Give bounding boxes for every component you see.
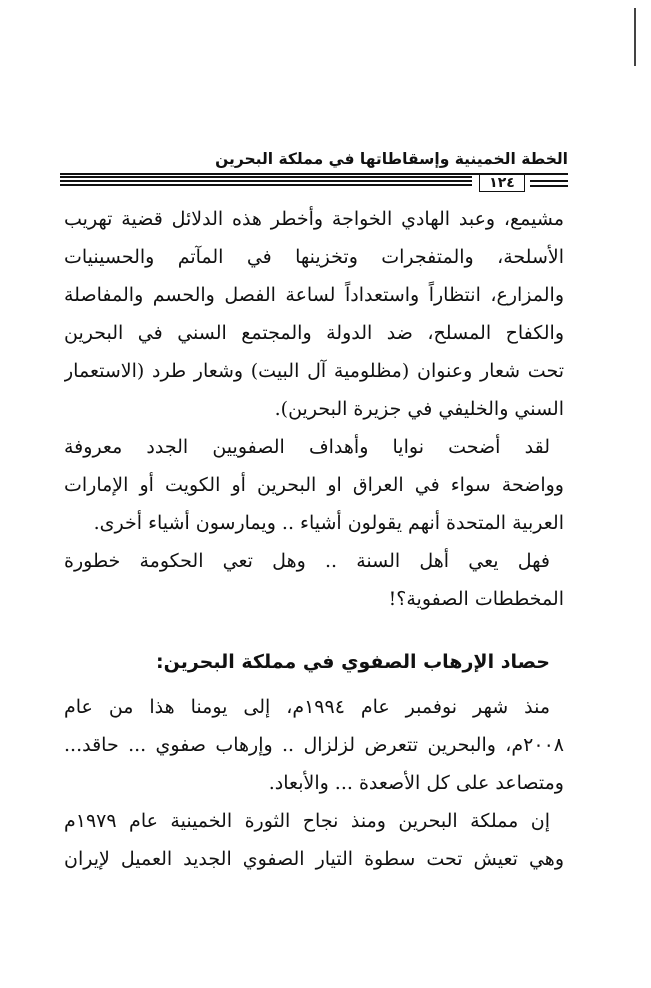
text-line: وهي تعيش تحت سطوة التيار الصفوي الجديد العميل لإيران xyxy=(64,848,564,870)
header-rule-lines-left xyxy=(60,176,472,188)
text-line: والكفاح المسلح، ضد الدولة والمجتمع السني في البحرين xyxy=(64,322,564,344)
paragraph-5 xyxy=(64,802,564,878)
body-text xyxy=(64,200,564,878)
paragraph-1 xyxy=(64,200,564,428)
page-number: ١٢٤ xyxy=(479,174,525,192)
header-rule-lines-right xyxy=(530,180,568,190)
paragraph-3 xyxy=(64,542,564,618)
text-line: تحت شعار وعنوان (مظلومية آل البيت) وشعار طرد (الاستعمار xyxy=(64,360,564,382)
paragraph-2 xyxy=(64,428,564,542)
running-header xyxy=(60,148,568,192)
text-line: وواضحة سواء في العراق او البحرين أو الكويت أو الإمارات xyxy=(64,474,564,496)
text-line: ومتصاعد على كل الأصعدة ... والأبعاد. xyxy=(268,772,564,794)
paragraph-4 xyxy=(64,688,564,802)
text-line: لقد أضحت نوايا وأهداف الصفويين الجدد معروفة xyxy=(64,436,550,458)
text-line: والمزارع، انتظاراً واستعداداً لساعة الفصل والحسم والمفاصلة xyxy=(64,284,564,306)
text-line: مشيمع، وعبد الهادي الخواجة وأخطر هذه الدلائل قضية تهريب xyxy=(64,208,564,230)
running-header-title: الخطة الخمينية وإسقاطاتها في مملكة البحرين xyxy=(215,150,568,168)
text-line: الأسلحة، والمتفجرات وتخزينها في المآتم والحسينيات xyxy=(64,246,564,268)
text-line: فهل يعي أهل السنة .. وهل تعي الحكومة خطورة xyxy=(64,550,550,572)
text-line: منذ شهر نوفمبر عام ١٩٩٤م، إلى يومنا هذا من عام xyxy=(64,696,550,718)
text-line: السني والخليفي في جزيرة البحرين). xyxy=(274,398,564,420)
text-line: إن مملكة البحرين ومنذ نجاح الثورة الخمينية عام ١٩٧٩م xyxy=(64,810,550,832)
section-heading: حصاد الإرهاب الصفوي في مملكة البحرين: xyxy=(156,651,550,673)
page-edge-line xyxy=(634,8,636,66)
text-line: المخططات الصفوية؟! xyxy=(388,588,564,610)
text-line: ٢٠٠٨م، والبحرين تتعرض لزلزال .. وإرهاب صفوي ... حاقد... xyxy=(64,734,564,756)
text-line: العربية المتحدة أنهم يقولون أشياء .. ويمارسون أشياء أخرى. xyxy=(93,512,564,534)
